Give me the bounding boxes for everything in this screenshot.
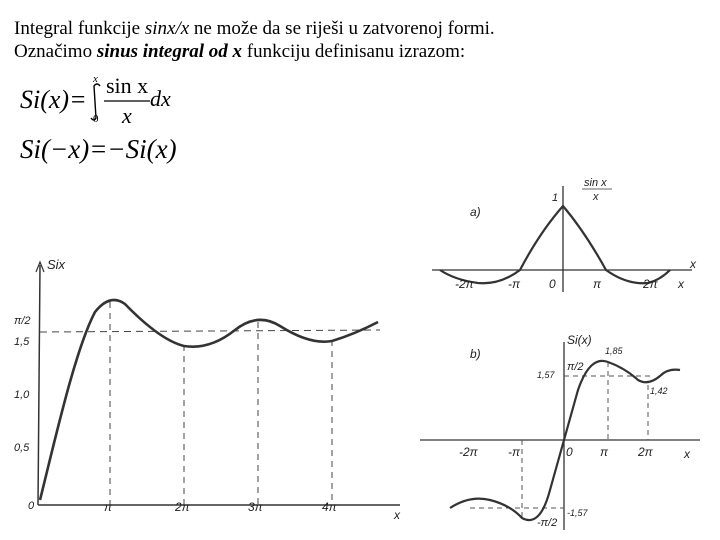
formula-si-odd: Si(−x)=−Si(x) [20, 134, 177, 164]
graph-b-157-label: 1,57 [537, 370, 555, 380]
graph-a-xtick-2pi: 2π [643, 277, 658, 291]
formula1-denominator: x [122, 103, 132, 128]
graph-b-xtick-m2pi: -2π [459, 445, 478, 459]
graph-left-ytick-pi-half: π/2 [14, 315, 31, 327]
graph-left-pi-half-line [40, 330, 380, 332]
graph-b-pi-half-label: π/2 [567, 361, 584, 373]
graph-left-xtick-pi: π [104, 500, 113, 514]
graph-left [14, 257, 401, 522]
graph-b-panel-label: b) [470, 347, 481, 361]
graph-left-curve [40, 300, 378, 500]
graph-b-xtick-pi: π [600, 445, 609, 459]
line1-italic: sinx/x [144, 18, 190, 39]
formula1-upper: x [93, 73, 98, 85]
graph-a-xtick-mpi: -π [508, 277, 521, 291]
graph-b-142-label: 1,42 [650, 386, 668, 396]
graph-a-xtick-m2pi: -2π [455, 277, 474, 291]
graph-left-ytick-0: 0 [28, 500, 35, 512]
graph-a-ylabel-num: sin x [584, 177, 607, 189]
formula1-dx: dx [150, 86, 171, 111]
graph-a-ylabel-den: x [593, 191, 599, 203]
graph-a-xlabel-top: x [690, 257, 696, 271]
graph-b-185-label: 1,85 [605, 346, 623, 356]
graph-b-xtick-mpi: -π [508, 445, 521, 459]
graph-left-ylabel: Six [47, 257, 66, 272]
graph-a-y-one: 1 [552, 192, 559, 204]
formula1-lhs: Si(x)= [20, 85, 87, 114]
graph-left-ytick-05: 0,5 [14, 442, 30, 454]
graph-b-neg157-label: -1,57 [567, 508, 588, 518]
graph-a [432, 177, 697, 292]
graph-left-xlabel: x [394, 508, 400, 522]
formula1-numerator: sin x [106, 73, 149, 98]
line2-text-end: funkciju definisanu izrazom: [242, 41, 466, 62]
graph-b-ylabel: Si(x) [567, 333, 592, 347]
formula1-lower: 0 [93, 113, 99, 125]
graph-b-xtick-2pi: 2π [638, 445, 653, 459]
line1-text-end: ne može da se riješi u zatvorenoj formi. [189, 18, 495, 39]
graph-a-xtick-pi: π [593, 277, 602, 291]
line1-text: Integral funkcije [14, 18, 145, 39]
graph-left-xtick-4pi: 4π [322, 500, 337, 514]
graph-left-ytick-15: 1,5 [14, 336, 30, 348]
line2-text: Označimo [14, 41, 97, 62]
graph-left-ytick-10: 1,0 [14, 389, 30, 401]
graph-left-xtick-3pi: 3π [248, 500, 263, 514]
graph-a-panel-label: a) [470, 205, 481, 219]
graph-b-xlabel: x [684, 447, 690, 461]
graph-b-neg-pi-half-label: -π/2 [537, 517, 558, 529]
graph-b-xtick-0: 0 [566, 445, 573, 459]
graph-left-xtick-2pi: 2π [175, 500, 190, 514]
line2-bold-italic: sinus integral od x [96, 41, 243, 62]
graph-a-xtick-0: 0 [549, 277, 556, 291]
graph-b [420, 333, 700, 530]
graph-a-xlabel: x [678, 277, 684, 291]
graph-left-y-axis [38, 265, 40, 505]
